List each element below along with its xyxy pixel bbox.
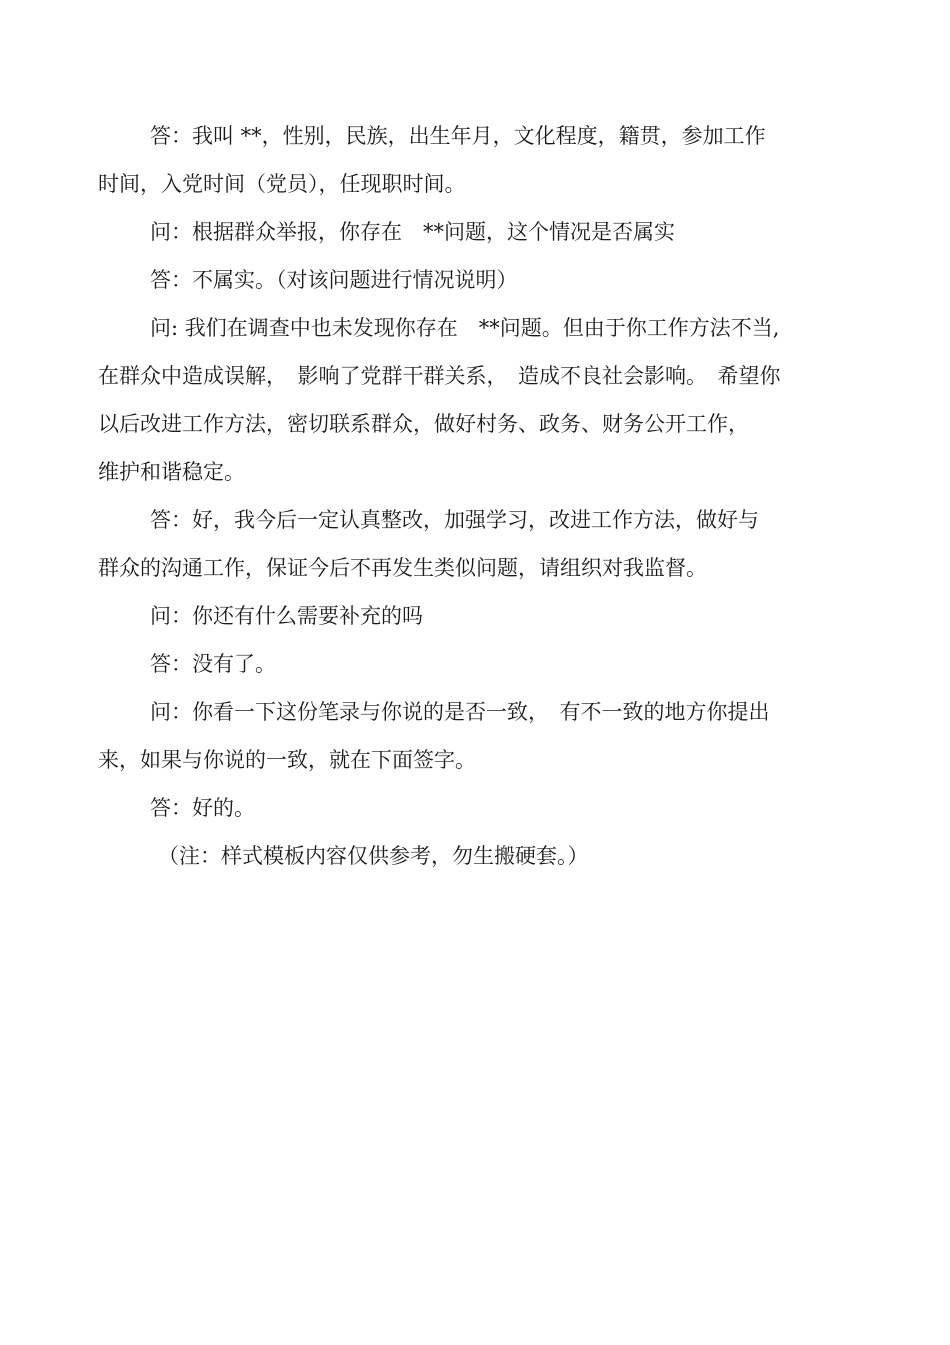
paragraph-question-investigation [98,304,858,496]
paragraph-line: 答：没有了。 [150,652,276,676]
paragraph-answer-not-true [98,256,858,304]
paragraph-line: 问：根据群众举报，你存在 **问题，这个情况是否属实 [150,220,675,244]
document-body [98,112,858,880]
paragraph-line: 问: 我们在调查中也未发现你存在 **问题。但由于你工作方法不当, [150,316,780,340]
paragraph-line: 群众的沟通工作，保证今后不再发生类似问题，请组织对我监督。 [98,556,707,580]
paragraph-line: 时间，入党时间（党员），任现职时间。 [98,172,466,196]
paragraph-question-supplement [98,592,858,640]
paragraph-line: 以后改进工作方法，密切联系群众，做好村务、政务、财务公开工作， [98,412,749,436]
paragraph-line: 答：不属实。（对该问题进行情况说明） [150,268,518,292]
paragraph-answer-ok [98,784,858,832]
paragraph-line: 在群众中造成误解， 影响了党群干群关系， 造成不良社会影响。 希望你 [98,364,781,388]
paragraph-line: 答：好，我今后一定认真整改，加强学习，改进工作方法，做好与 [150,508,759,532]
paragraph-question-report [98,208,858,256]
paragraph-answer-identity [98,112,858,208]
paragraph-line: 答：好的。 [150,796,255,820]
paragraph-line: 问：你还有什么需要补充的吗 [150,604,423,628]
template-note: （注：样式模板内容仅供参考，勿生搬硬套。） [158,844,589,868]
paragraph-answer-none [98,640,858,688]
paragraph-answer-rectify [98,496,858,592]
paragraph-line: 问：你看一下这份笔录与你说的是否一致， 有不一致的地方你提出 [150,700,770,724]
paragraph-question-sign [98,688,858,784]
paragraph-line: 答：我叫 **，性别，民族，出生年月，文化程度，籍贯，参加工作 [150,124,766,148]
paragraph-line: 来，如果与你说的一致，就在下面签字。 [98,748,476,772]
paragraph-line: 维护和谐稳定。 [98,460,245,484]
